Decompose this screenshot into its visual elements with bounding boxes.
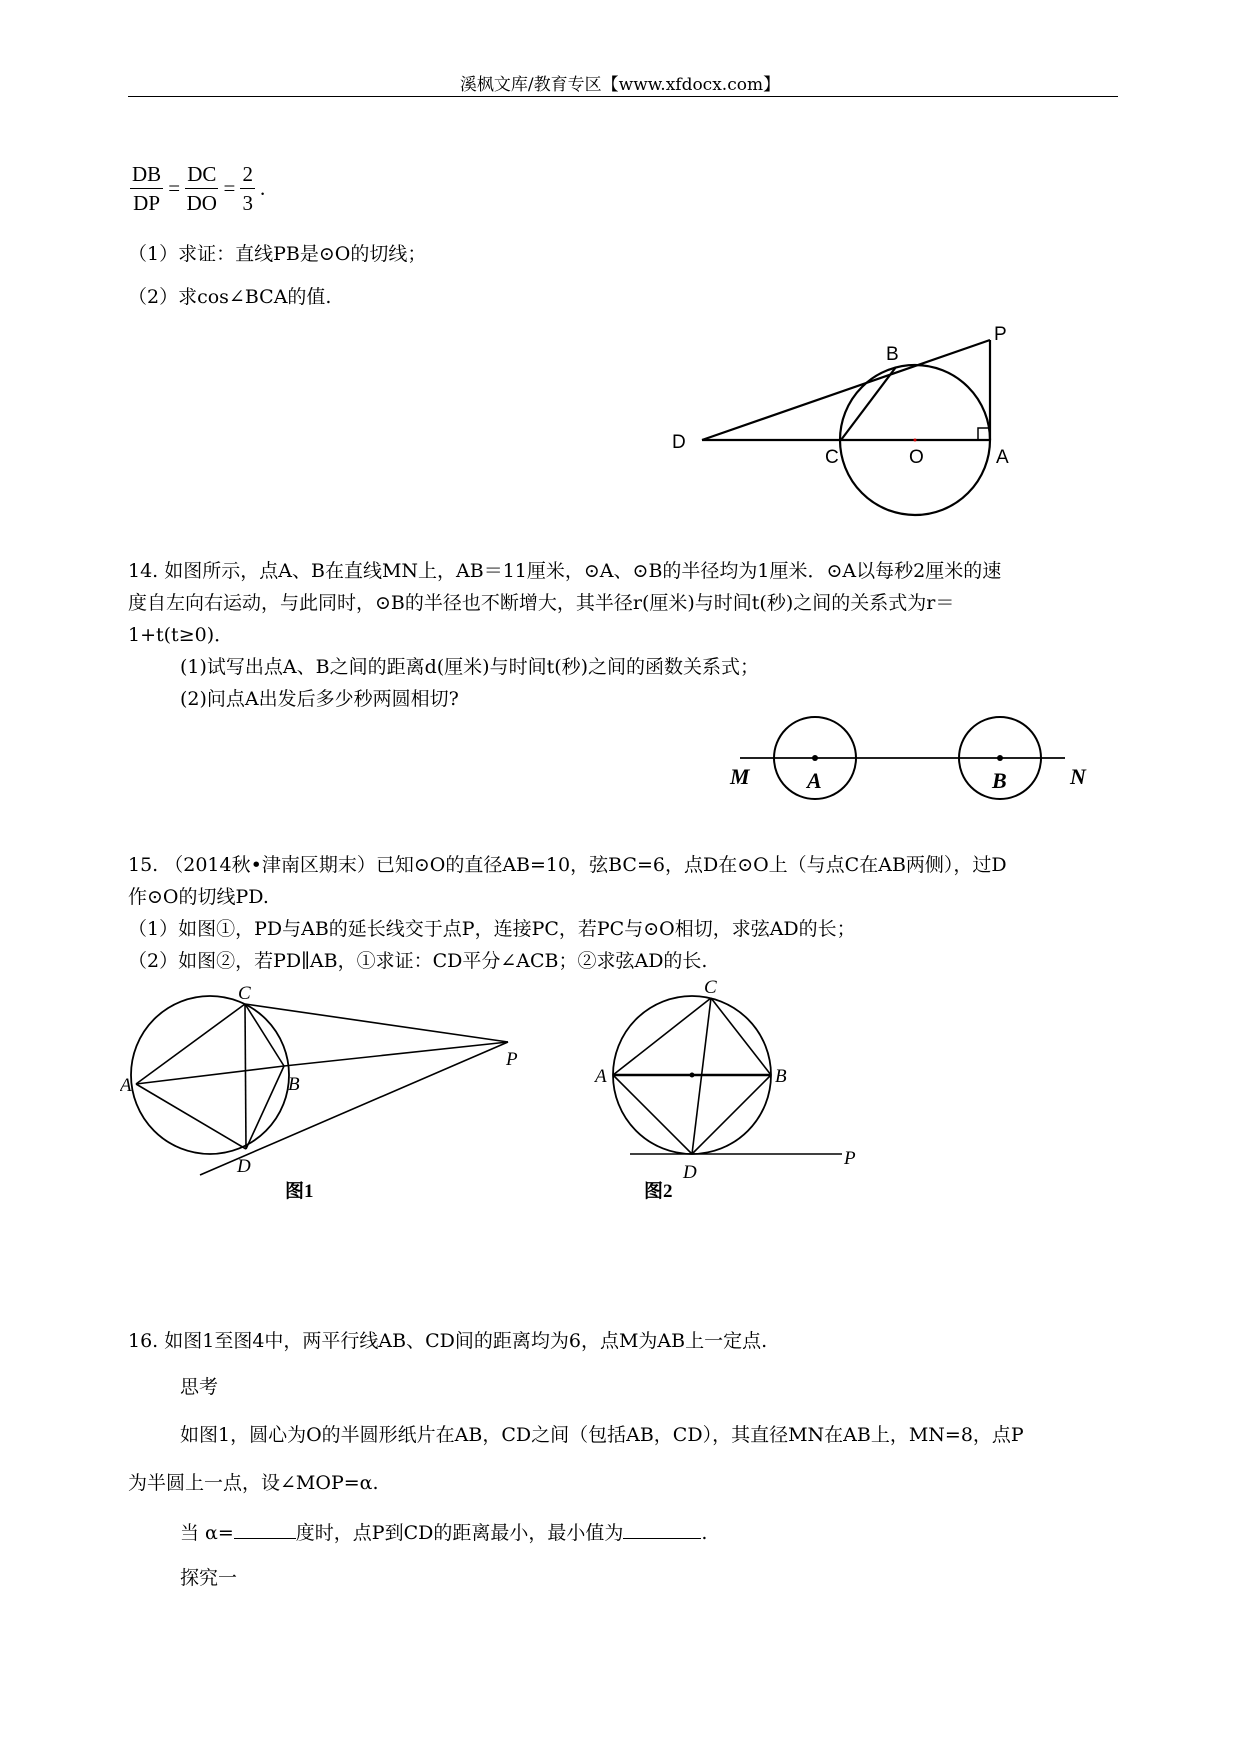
label-p: P bbox=[506, 1049, 518, 1070]
label-c: C bbox=[825, 447, 839, 468]
label-d: D bbox=[683, 1162, 697, 1183]
q14-line3: 1+t(t≥0)． bbox=[128, 624, 234, 646]
q15-figure-1 bbox=[120, 975, 540, 1205]
chord-ad bbox=[613, 1075, 692, 1154]
label-d: D bbox=[237, 1156, 251, 1177]
label-c: C bbox=[704, 977, 717, 998]
q13-figure bbox=[660, 320, 1040, 520]
diameter-ab bbox=[136, 1066, 284, 1084]
header-divider bbox=[128, 96, 1118, 97]
label-a: A bbox=[595, 1066, 607, 1087]
chord-cd bbox=[245, 1004, 246, 1149]
q14-line1: 14. 如图所示，点A、B在直线MN上，AB＝11厘米，⊙A、⊙B的半径均为1厘米．⊙A以每秒2厘米的速 bbox=[128, 560, 1002, 582]
q15-figure-2 bbox=[580, 975, 880, 1220]
q14-figure bbox=[720, 710, 1110, 810]
chord-db bbox=[246, 1066, 284, 1149]
fraction-db-dp bbox=[130, 160, 163, 217]
caption-fig1: 图1 bbox=[285, 1181, 314, 1202]
chord-db bbox=[692, 1075, 771, 1154]
q16-explore: 探究一 bbox=[180, 1567, 238, 1589]
fraction-dc-do bbox=[185, 160, 218, 217]
label-b: B bbox=[992, 768, 1007, 793]
label-o: O bbox=[909, 447, 924, 468]
label-m: M bbox=[730, 764, 750, 789]
chord-ac bbox=[613, 998, 711, 1075]
q16-think: 思考 bbox=[180, 1376, 219, 1398]
q16-line1: 16. 如图1至图4中，两平行线AB、CD间的距离均为6，点M为AB上一定点. bbox=[128, 1330, 768, 1352]
label-a: A bbox=[807, 768, 822, 793]
q15-part1: （1）如图①，PD与AB的延长线交于点P，连接PC，若PC与⊙O相切，求弦AD的长； bbox=[128, 918, 856, 940]
q16-line2: 如图1，圆心为O的半圆形纸片在AB，CD之间（包括AB，CD），其直径MN在AB上，MN=8，点P bbox=[180, 1424, 1024, 1446]
label-p: P bbox=[844, 1148, 856, 1169]
fill-text-c: . bbox=[701, 1522, 708, 1544]
denominator-do: DO bbox=[186, 191, 217, 215]
q16-fill-line bbox=[180, 1516, 1170, 1548]
fraction-2-3 bbox=[240, 160, 255, 217]
q14-part2: (2)问点A出发后多少秒两圆相切? bbox=[180, 688, 459, 710]
q13-part2: （2）求cos∠BCA的值. bbox=[128, 286, 332, 308]
center-b-dot bbox=[997, 755, 1003, 761]
q16-line3: 为半圆上一点，设∠MOP=α. bbox=[128, 1472, 379, 1494]
fill-text-b: 度时，点P到CD的距离最小，最小值为 bbox=[295, 1522, 624, 1544]
label-c: C bbox=[238, 983, 251, 1004]
line-bp bbox=[284, 1042, 508, 1066]
caption-fig2: 图2 bbox=[644, 1181, 673, 1202]
numerator-2: 2 bbox=[240, 160, 255, 189]
q15-part2: （2）如图②，若PD∥AB，①求证：CD平分∠ACB；②求弦AD的长. bbox=[128, 950, 708, 972]
equals-sign: = bbox=[168, 176, 181, 200]
chord-ad bbox=[136, 1084, 246, 1149]
label-n: N bbox=[1070, 764, 1086, 789]
line-dp bbox=[702, 340, 990, 440]
q14-part1: (1)试写出点A、B之间的距离d(厘米)与时间t(秒)之间的函数关系式； bbox=[180, 656, 760, 678]
center-o-dot bbox=[914, 439, 917, 442]
denominator-dp: DP bbox=[133, 191, 161, 215]
center-o-dot bbox=[690, 1073, 695, 1078]
page-header: 溪枫文库/教育专区【www.xfdocx.com】 bbox=[459, 75, 781, 95]
answer-blank-distance[interactable] bbox=[623, 1516, 701, 1539]
equals-sign: = bbox=[223, 176, 236, 200]
answer-blank-angle[interactable] bbox=[234, 1516, 296, 1539]
label-b: B bbox=[775, 1066, 787, 1087]
fill-text-a: 当 α= bbox=[180, 1522, 234, 1544]
q15-line2: 作⊙O的切线PD. bbox=[128, 886, 269, 908]
numerator-dc: DC bbox=[185, 160, 218, 189]
label-a: A bbox=[996, 447, 1009, 468]
label-b: B bbox=[886, 344, 899, 365]
q13-part1: （1）求证：直线PB是⊙O的切线； bbox=[128, 243, 427, 265]
center-a-dot bbox=[812, 755, 818, 761]
line-cp bbox=[245, 1004, 508, 1042]
label-a: A bbox=[120, 1075, 132, 1096]
q14-line2: 度自左向右运动，与此同时，⊙B的半径也不断增大，其半径r(厘米)与时间t(秒)之间的关系式为r＝ bbox=[128, 592, 955, 614]
label-p: P bbox=[994, 324, 1007, 345]
label-b: B bbox=[288, 1074, 300, 1095]
numerator-db: DB bbox=[130, 160, 163, 189]
label-d: D bbox=[672, 432, 686, 453]
period: . bbox=[260, 176, 266, 200]
q15-line1: 15. （2014秋•津南区期末）已知⊙O的直径AB=10，弦BC=6，点D在⊙O上（与点C在AB两侧），过D bbox=[128, 854, 1007, 876]
denominator-3: 3 bbox=[242, 191, 253, 215]
ratio-equation bbox=[130, 160, 265, 217]
